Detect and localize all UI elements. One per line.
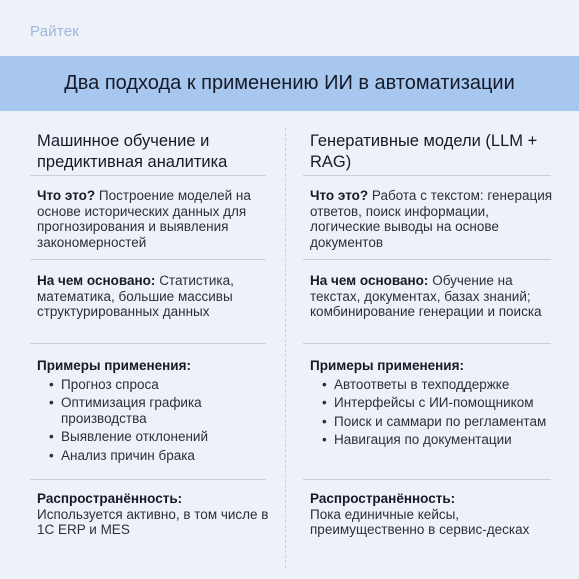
left-what-section <box>37 188 287 250</box>
right-what-label: Что это? <box>310 188 369 203</box>
list-item: • Прогноз спроса <box>37 377 287 393</box>
left-what-label: Что это? <box>37 188 96 203</box>
left-what-text: Построение моделей на основе исторических данных для прогнозирования и выявления закономерностей <box>37 188 251 250</box>
right-column <box>310 118 560 173</box>
right-based-section <box>310 273 560 320</box>
list-item: • Анализ причин брака <box>37 448 287 464</box>
right-spread-label: Распространённость: <box>310 491 456 506</box>
row-separator <box>303 175 551 176</box>
list-item: • Выявление отклонений <box>37 429 287 445</box>
right-what-text: Работа с текстом: генерация ответов, поиск информации, логические выводы на основе документов <box>310 188 553 250</box>
left-examples-section <box>37 358 287 466</box>
row-separator <box>303 259 551 260</box>
row-separator <box>30 259 266 260</box>
row-separator <box>303 479 551 480</box>
row-separator <box>303 343 551 344</box>
list-item: • Оптимизация графика производства <box>37 395 287 426</box>
right-examples-label: Примеры применения: <box>310 358 464 373</box>
title-banner <box>0 56 579 111</box>
left-column-heading: Машинное обучение и предиктивная аналитика <box>37 132 228 171</box>
left-spread-text: Используется активно, в том числе в 1С ERP и MES <box>37 506 269 537</box>
row-separator <box>30 343 266 344</box>
right-what-section <box>310 188 560 250</box>
right-spread-text: Пока единичные кейсы, преимущественно в сервис-десках <box>310 506 530 537</box>
list-item: • Интерфейсы с ИИ-помощником <box>310 395 560 411</box>
right-based-label: На чем основано: <box>310 273 429 288</box>
row-separator <box>30 175 266 176</box>
brand-logo: Райтек <box>30 23 80 40</box>
left-column <box>37 118 287 173</box>
right-based-text: Обучение на текстах, документах, базах знаний; комбинирование генерации и поиска <box>310 273 542 319</box>
left-spread-section <box>37 491 287 538</box>
comparison-table <box>20 118 559 574</box>
row-separator <box>30 479 266 480</box>
list-item: • Поиск и саммари по регламентам <box>310 414 560 430</box>
right-examples-list <box>310 377 560 448</box>
right-column-heading: Генеративные модели (LLM + RAG) <box>310 132 538 171</box>
left-examples-list <box>37 377 287 464</box>
left-based-label: На чем основано: <box>37 273 156 288</box>
page-title: Два подхода к применению ИИ в автоматизации <box>64 72 515 94</box>
left-examples-label: Примеры применения: <box>37 358 191 373</box>
right-spread-section <box>310 491 560 538</box>
list-item: • Навигация по документации <box>310 432 560 448</box>
left-spread-label: Распространённость: <box>37 491 183 506</box>
left-based-text: Статистика, математика, большие массивы структурированных данных <box>37 273 234 319</box>
left-based-section <box>37 273 287 320</box>
list-item: • Автоответы в техподдержке <box>310 377 560 393</box>
right-examples-section <box>310 358 560 451</box>
